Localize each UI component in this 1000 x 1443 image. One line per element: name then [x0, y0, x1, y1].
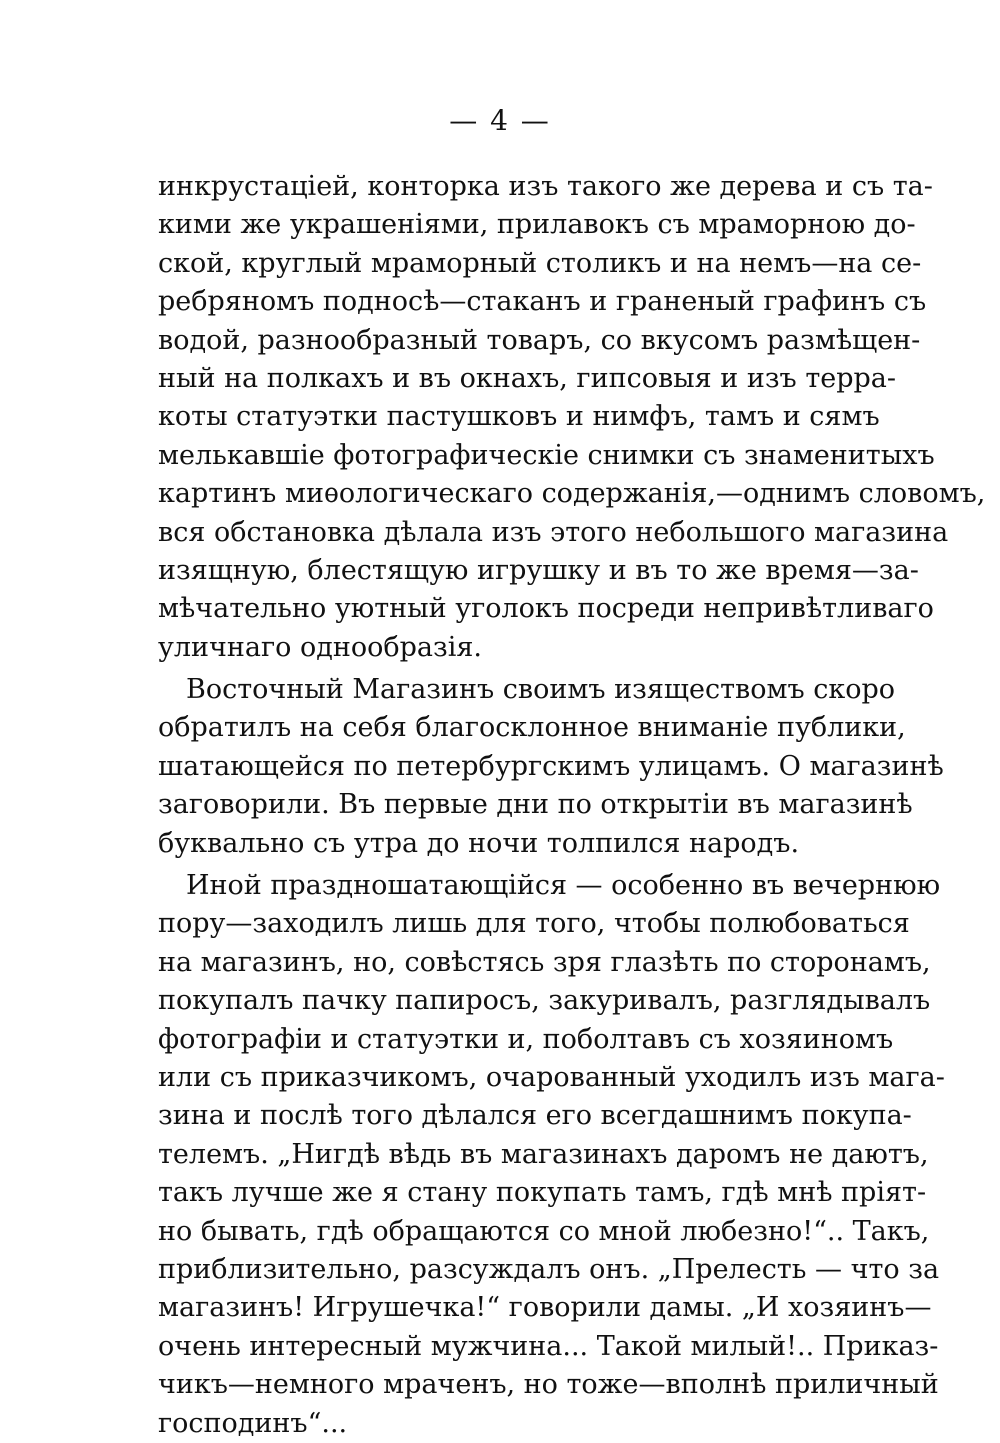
- text-line: очень интересный мужчина... Такой милый!.. Приказ-: [158, 1330, 939, 1362]
- text-line: на магазинъ, но, совѣстясь зря глазѣть по сторонамъ,: [158, 946, 931, 978]
- text-line: буквально съ утра до ночи толпился народъ.: [158, 827, 800, 859]
- text-line: но бывать, гдѣ обращаются со мной любезно!“.. Такъ,: [158, 1215, 930, 1247]
- text-line: кими же украшеніями, прилавокъ съ мраморною до-: [158, 209, 916, 241]
- text-line: фотографіи и статуэтки и, поболтавъ съ хозяиномъ: [158, 1023, 894, 1055]
- text-line: вся обстановка дѣлала изъ этого небольшого магазина: [158, 516, 949, 548]
- text-line: мѣчательно уютный уголокъ посреди непривѣтливаго: [158, 593, 934, 625]
- text-line: коты статуэтки пастушковъ и нимфъ, тамъ и сямъ: [158, 401, 880, 433]
- text-line: уличнаго однообразія.: [158, 631, 482, 663]
- text-line: изящную, блестящую игрушку и въ то же время—за-: [158, 554, 919, 586]
- text-line: пору—заходилъ лишь для того, чтобы полюбоваться: [158, 908, 910, 940]
- text-line: картинъ миѳологическаго содержанія,—однимъ словомъ,: [158, 478, 986, 510]
- text-line: телемъ. „Нигдѣ вѣдь въ магазинахъ даромъ не даютъ,: [158, 1138, 929, 1170]
- text-line: ный на полкахъ и въ окнахъ, гипсовыя и изъ терра-: [158, 362, 897, 394]
- paragraph: [158, 168, 986, 667]
- text-line: инкрустаціей, конторка изъ такого же дерева и съ та-: [158, 171, 933, 202]
- text-line: господинъ“...: [158, 1407, 348, 1439]
- text-line: такъ лучше же я стану покупать тамъ, гдѣ мнѣ пріят-: [158, 1177, 927, 1209]
- text-line: магазинъ! Игрушечка!“ говорили дамы. „И хозяинъ—: [158, 1292, 932, 1324]
- text-line: Восточный Магазинъ своимъ изяществомъ скоро: [186, 674, 896, 706]
- page-number: — 4 —: [449, 104, 551, 137]
- body-text: [158, 168, 986, 1443]
- text-line: покупалъ пачку папиросъ, закуривалъ, разглядывалъ: [158, 985, 931, 1017]
- text-line: чикъ—немного мраченъ, но тоже—вполнѣ приличный: [158, 1369, 939, 1401]
- text-line: заговорили. Въ первые дни по открытіи въ магазинѣ: [158, 789, 913, 821]
- text-line: обратилъ на себя благосклонное вниманіе публики,: [158, 712, 906, 744]
- paragraph: [158, 867, 945, 1443]
- text-line: зина и послѣ того дѣлался его всегдашнимъ покупа-: [158, 1100, 912, 1132]
- text-line: ской, круглый мраморный столикъ и на немъ—на се-: [158, 247, 922, 279]
- text-line: водой, разнообразный товаръ, со вкусомъ размѣщен-: [158, 324, 921, 356]
- paragraph: [158, 671, 944, 863]
- text-line: или съ приказчикомъ, очарованный уходилъ изъ мага-: [158, 1061, 945, 1093]
- text-line: мелькавшіе фотографическіе снимки съ знаменитыхъ: [158, 439, 935, 471]
- text-line: приблизительно, разсуждалъ онъ. „Прелесть — что за: [158, 1253, 940, 1285]
- text-line: ребряномъ подносѣ—стаканъ и граненый графинъ съ: [158, 286, 927, 318]
- text-line: Иной праздношатающійся — особенно въ вечернюю: [186, 870, 941, 902]
- text-line: шатающейся по петербургскимъ улицамъ. О магазинѣ: [158, 750, 944, 782]
